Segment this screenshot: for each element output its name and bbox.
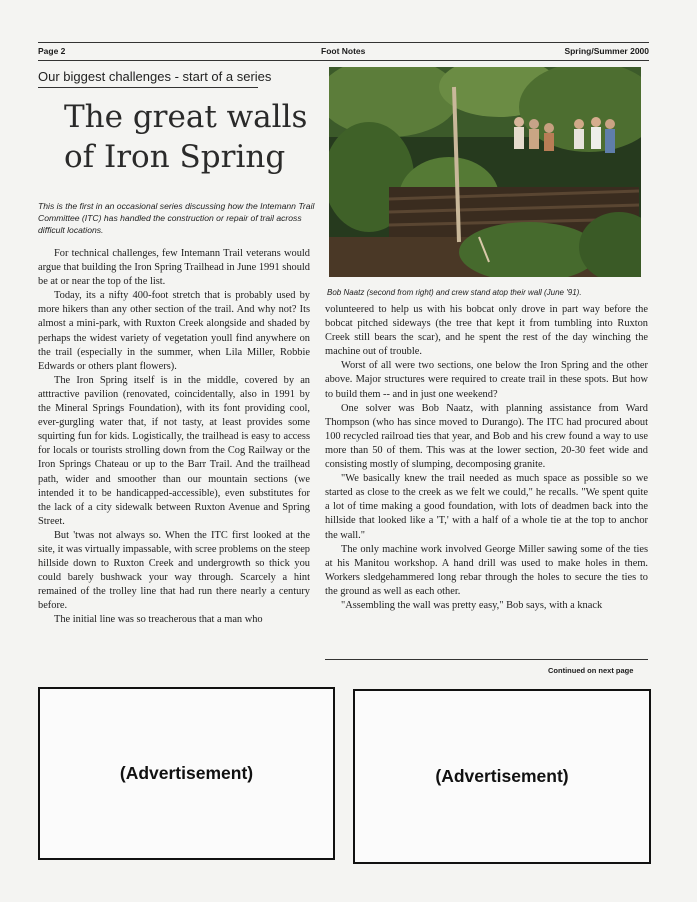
page-number: Page 2: [38, 46, 66, 56]
advertisement-label: (Advertisement): [435, 766, 569, 786]
article-intro: This is the first in an occasional series discussing how the Intemann Trail Committee (ITC) has handled the construction or repair of trail across difficult locations.: [38, 201, 315, 235]
paragraph: One solver was Bob Naatz, with planning assistance from Ward Thompson (who has since moved to Durango). The ITC had procured about 100 recycled railroad ties that year, and Bob and his crew found a way to use more than 50 of them. This was at the lower section, 20-30 feet wide and consisting mostly of slumping, decomposing granite.: [325, 402, 648, 471]
advertisement-label: (Advertisement): [119, 763, 254, 783]
kicker-rule: [38, 87, 258, 88]
paragraph: "Assembling the wall was pretty easy," Bob says, with a knack: [341, 599, 603, 611]
column-end-rule: [325, 659, 648, 660]
newsletter-name: Foot Notes: [321, 46, 366, 56]
header-bottom-rule: [38, 60, 649, 61]
article-headline: [64, 97, 314, 177]
photo-caption: Bob Naatz (second from right) and crew stand atop their wall (June '91).: [327, 288, 582, 297]
paragraph: The initial line was so treacherous that a man who: [54, 614, 263, 626]
right-column: [325, 303, 648, 613]
header-top-rule: [38, 42, 649, 43]
continued-note: Continued on next page: [548, 666, 634, 675]
paragraph: "We basically knew the trail needed as much space as possible so we started as close to the creek as we felt we could," he recalls. "We spent quite a lot of time making a good foundation, with lots of deadmen back into the hillside that looked like a 'T,' with a half of a whole tie at the top to anchor the wall.": [325, 473, 648, 541]
paragraph: The only machine work involved George Miller sawing some of the ties at his Manitou workshop. A hand drill was used to make holes in them. Workers sledgehammered long rebar through the holes to secure the ties to the ground as well as each other.: [325, 543, 648, 597]
paragraph: For technical challenges, few Intemann Trail veterans would argue that building the Iron Spring Trailhead in June 1991 should be at or near the top of the list.: [38, 248, 310, 288]
series-kicker: Our biggest challenges - start of a series: [38, 69, 272, 84]
advertisement-box-right[interactable]: [353, 689, 651, 864]
paragraph: The Iron Spring itself is in the middle, covered by an atttractive pavilion (renovated, coincidentally, also in 1991 by the Mineral Springs Foundation), with its font providing cool, ever-gurgling water that, if not tasty, at least provides some squirting fun for kids. Logistically, the trailhead is easy to access for locals or tourists strolling down from the Cog Railway or the Iron Springs Chateau or up to the Barr Trail. And the trailhead path, wider and smoother than our mountain sections (we intended it to be handicapped-accessible), even substitutes for the lack of a city sidewalk between Ruxton Avenue and Spring Street.: [38, 374, 310, 527]
headline-line-1: The great walls: [64, 99, 308, 135]
paragraph: volunteered to help us with his bobcat only drove in part way before the bobcat pitched sideways (the tree that kept it from tumbling into Ruxton Creek still bears the scar), and he spent the rest of the day winching the machine out of trouble.: [325, 304, 648, 358]
issue-date: Spring/Summer 2000: [564, 46, 649, 56]
paragraph: But 'twas not always so. When the ITC first looked at the site, it was virtually impassable, with scree problems on the steep hillside down to Ruxton Creek and undergrowth so thick you could barely bushwack your way through. Scarcely a hint remained of the trolley line that had run there nearly a century before.: [38, 529, 310, 612]
advertisement-box-left[interactable]: [38, 687, 335, 860]
paragraph: Today, its a nifty 400-foot stretch that is probably used by more hikers than any other section of the trail. And why not? Its almost a mini-park, with Ruxton Creek alongside and shaded by perhaps the widest variety of vegetation youll find anywhere on the trail (especially in the summer, when Lila Miller, Robbie Edwards or others plant flowers).: [38, 290, 310, 372]
headline-line-2: of Iron Spring: [64, 139, 286, 175]
photo-image: [329, 67, 641, 277]
paragraph: Worst of all were two sections, one below the Iron Spring and the other above. Major structures were required to create trail in these spots. But how to build them -- and in just one weekend?: [325, 360, 648, 400]
article-photo: [329, 67, 641, 277]
left-column: [38, 247, 310, 628]
